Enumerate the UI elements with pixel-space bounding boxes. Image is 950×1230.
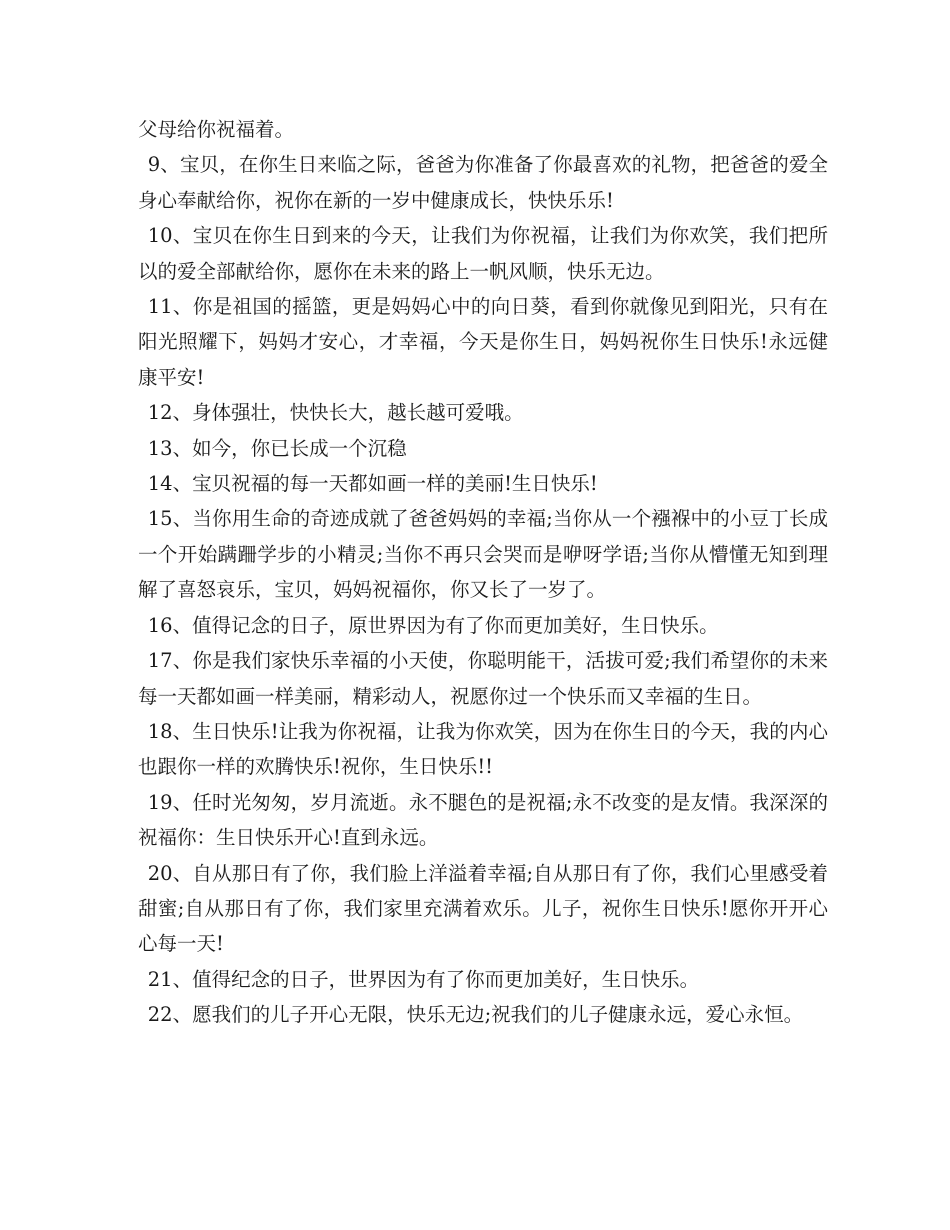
paragraph-9: 9、宝贝，在你生日来临之际，爸爸为你准备了你最喜欢的礼物，把爸爸的爱全身心奉献给你，祝你在新的一岁中健康成长，快快乐乐! bbox=[138, 153, 828, 212]
paragraph-17: 17、你是我们家快乐幸福的小天使，你聪明能干，活拔可爱;我们希望你的未来每一天都如画一样美丽，精彩动人，祝愿你过一个快乐而又幸福的生日。 bbox=[138, 649, 828, 708]
document-body bbox=[138, 112, 828, 1033]
paragraph-continuation: 父母给你祝福着。 bbox=[138, 118, 295, 141]
paragraph-20: 20、自从那日有了你，我们脸上洋溢着幸福;自从那日有了你，我们心里感受着甜蜜;自从那日有了你，我们家里充满着欢乐。儿子，祝你生日快乐!愿你开开心心每一天! bbox=[138, 861, 828, 956]
paragraph-18: 18、生日快乐!让我为你祝福，让我为你欢笑，因为在你生日的今天，我的内心也跟你一样的欢腾快乐!祝你，生日快乐!! bbox=[138, 719, 828, 779]
paragraph-14: 14、宝贝祝福的每一天都如画一样的美丽!生日快乐! bbox=[147, 472, 598, 496]
paragraph-22: 22、愿我们的儿子开心无限，快乐无边;祝我们的儿子健康永远，爱心永恒。 bbox=[147, 1003, 804, 1027]
paragraph-12: 12、身体强壮，快快长大，越长越可爱哦。 bbox=[147, 401, 524, 425]
paragraph-15: 15、当你用生命的奇迹成就了爸爸妈妈的幸福;当你从一个襁褓中的小豆丁长成一个开始蹒跚学步的小精灵;当你不再只会哭而是咿呀学语;当你从懵懂无知到理解了喜怒哀乐，宝贝，妈妈祝福你，你又长了一岁了。 bbox=[138, 507, 828, 602]
paragraph-19: 19、任时光匆匆，岁月流逝。永不腿色的是祝福;永不改变的是友情。我深深的祝福你：生日快乐开心!直到永远。 bbox=[138, 790, 828, 850]
paragraph-21: 21、值得纪念的日子，世界因为有了你而更加美好，生日快乐。 bbox=[147, 967, 700, 991]
paragraph-13: 13、如今，你已长成一个沉稳 bbox=[147, 436, 407, 460]
paragraph-16: 16、值得记念的日子，原世界因为有了你而更加美好，生日快乐。 bbox=[147, 613, 719, 637]
paragraph-10: 10、宝贝在你生日到来的今天，让我们为你祝福，让我们为你欢笑，我们把所以的爱全部献给你，愿你在未来的路上一帆风顺，快乐无边。 bbox=[138, 224, 828, 283]
paragraph-11: 11、你是祖国的摇篮，更是妈妈心中的向日葵，看到你就像见到阳光，只有在阳光照耀下，妈妈才安心，才幸福，今天是你生日，妈妈祝你生日快乐!永远健康平安! bbox=[138, 295, 828, 389]
